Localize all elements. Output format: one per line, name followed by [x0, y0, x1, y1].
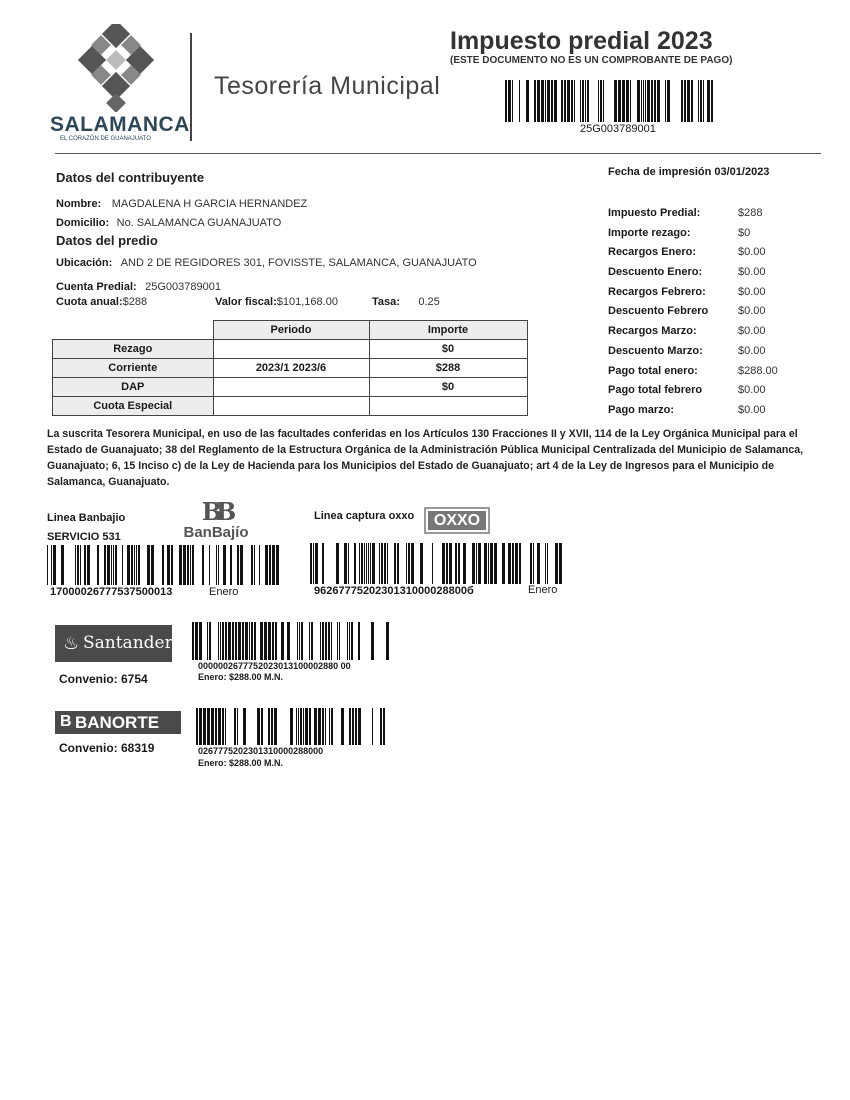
summary-label: Recargos Enero: — [608, 246, 697, 259]
payment-summary — [608, 207, 778, 424]
banbajio-line-label: Linea Banbajio — [47, 512, 126, 524]
row-label: Rezago — [53, 340, 214, 359]
document-barcode-number: 25G003789001 — [580, 123, 656, 135]
summary-row — [608, 305, 778, 325]
row-period — [213, 397, 369, 416]
summary-label: Pago total febrero — [608, 384, 703, 397]
summary-label: Pago marzo: — [608, 403, 675, 416]
summary-value: $0.00 — [738, 384, 766, 397]
salamanca-logo-icon — [78, 24, 154, 112]
summary-label: Recargos Marzo: — [608, 325, 697, 338]
oxxo-barcode — [310, 543, 562, 584]
row-amount: $0 — [369, 378, 527, 397]
summary-value: $0.00 — [738, 246, 766, 259]
city-name: SALAMANCA — [50, 113, 190, 136]
summary-label: Descuento Enero: — [608, 266, 703, 279]
summary-row — [608, 345, 778, 365]
summary-value: $0 — [738, 226, 751, 239]
santander-logo — [55, 625, 172, 662]
summary-label: Impuesto Predial: — [608, 207, 701, 219]
row-amount: $0 — [369, 340, 527, 359]
santander-amount: Enero: $288.00 M.N. — [198, 672, 284, 682]
header-divider — [190, 33, 192, 141]
santander-number: 0000002677752023013100002880 00 — [198, 661, 351, 671]
oxxo-logo-text: OXXO — [428, 511, 486, 530]
banorte-icon: B — [60, 713, 72, 730]
summary-label: Pago total enero: — [608, 364, 698, 377]
banbajio-service: SERVICIO 531 — [47, 531, 121, 543]
property-account: 25G003789001 — [145, 281, 221, 293]
row-label: DAP — [53, 378, 214, 397]
summary-row — [608, 286, 778, 306]
summary-row — [608, 207, 778, 227]
amount-header: Importe — [369, 321, 527, 340]
summary-row — [608, 227, 778, 247]
print-date-label: Fecha de impresión — [608, 166, 712, 178]
santander-barcode — [192, 622, 390, 660]
fiscal-value: $101,168.00 — [276, 296, 338, 308]
row-period — [213, 340, 369, 359]
account-label: Cuenta Predial: — [56, 281, 137, 293]
summary-label: Descuento Marzo: — [608, 344, 703, 357]
banorte-convenio: Convenio: 68319 — [59, 741, 155, 755]
row-amount: $288 — [369, 359, 527, 378]
oxxo-number: 9626777520230131000028800б — [314, 585, 474, 597]
banorte-logo-text: BANORTE — [75, 713, 160, 732]
summary-row — [608, 384, 778, 404]
santander-convenio: Convenio: 6754 — [59, 672, 148, 686]
banbajio-month: Enero — [209, 586, 239, 598]
banorte-logo — [55, 711, 181, 734]
summary-value: $288.00 — [738, 364, 778, 377]
row-amount — [369, 397, 527, 416]
summary-row — [608, 246, 778, 266]
summary-row — [608, 365, 778, 385]
fiscal-value-row — [215, 292, 338, 310]
oxxo-month: Enero — [528, 584, 558, 596]
taxpayer-name: MAGDALENA H GARCIA HERNANDEZ — [111, 198, 308, 210]
summary-value: $0.00 — [738, 325, 766, 338]
banbajio-logo — [176, 497, 256, 541]
row-label: Cuota Especial — [53, 397, 214, 416]
summary-value: $0.00 — [738, 305, 766, 318]
row-period — [213, 378, 369, 397]
banbajio-logo-text: BanBajío — [183, 524, 249, 541]
period-table-header — [53, 321, 528, 340]
property-section-title: Datos del predio — [56, 233, 158, 248]
name-label: Nombre: — [56, 198, 102, 210]
period-table — [52, 320, 528, 416]
table-row — [53, 378, 528, 397]
summary-label: Recargos Febrero: — [608, 285, 706, 298]
property-location: AND 2 DE REGIDORES 301, FOVISSTE, SALAMANCA, GUANAJUATO — [120, 257, 477, 269]
summary-label: Importe rezago: — [608, 226, 691, 239]
taxpayer-name-row — [56, 194, 307, 212]
row-label: Corriente — [53, 359, 214, 378]
annual-fee-row — [56, 292, 147, 310]
summary-value: $0.00 — [738, 344, 766, 357]
document-barcode — [505, 80, 720, 122]
annual-fee-label: Cuota anual: — [56, 296, 123, 308]
rate-row — [372, 292, 440, 310]
legal-text: La suscrita Tesorera Municipal, en uso de las facultades conferidas en los Artículos 130 Fracciones II y XVII, 114 de la Ley Orgánica Municipal para el Estado de Guanajuato; 38 del Reglamento de la Estructura Orgánica de la Administración Pública Municipal Centralizada del Municipio de Salamanca, Guanajuato; 6, 15 Inciso c) de la Ley de Hacienda para los Municipios del Estado de Guanajuato; art 4 de la Ley de Ingresos para el Municipio de Salamanca, Guanajuato. — [47, 428, 804, 488]
summary-label: Descuento Febrero — [608, 305, 709, 318]
rate-value: 0.25 — [418, 296, 440, 308]
period-header: Periodo — [213, 321, 369, 340]
document-subtitle: (ESTE DOCUMENTO NO ES UN COMPROBANTE DE PAGO) — [450, 55, 733, 66]
summary-value: $0.00 — [738, 266, 766, 279]
city-tagline: EL CORAZÓN DE GUANAJUATO — [60, 136, 151, 142]
banbajio-icon: BB — [201, 497, 231, 526]
office-title: Tesorería Municipal — [214, 72, 441, 100]
banorte-amount: Enero: $288.00 M.N. — [198, 758, 284, 768]
santander-logo-text: Santander — [83, 633, 173, 653]
table-corner — [53, 321, 214, 340]
print-date-value: 03/01/2023 — [714, 166, 770, 178]
table-row — [53, 397, 528, 416]
rate-label: Tasa: — [372, 296, 400, 308]
property-location-row — [56, 253, 477, 271]
table-row — [53, 340, 528, 359]
address-label: Domicilio: — [56, 217, 110, 229]
print-date — [608, 166, 769, 178]
summary-row — [608, 266, 778, 286]
fiscal-value-label: Valor fiscal: — [215, 296, 277, 308]
location-label: Ubicación: — [56, 257, 113, 269]
banorte-number: 0267775202301310000288000 — [198, 746, 324, 756]
oxxo-logo — [424, 507, 490, 534]
summary-row — [608, 325, 778, 345]
summary-value: $288 — [738, 207, 763, 219]
header-rule — [55, 153, 821, 154]
oxxo-line-label: Linea captura oxxo — [314, 510, 415, 522]
document-title: Impuesto predial 2023 — [450, 27, 713, 55]
banbajio-number: 17000026777537500013 — [50, 586, 173, 598]
row-period: 2023/1 2023/6 — [213, 359, 369, 378]
taxpayer-address: No. SALAMANCA GUANAJUATO — [116, 217, 282, 229]
annual-fee: $288 — [122, 296, 148, 308]
taxpayer-section-title: Datos del contribuyente — [56, 170, 205, 185]
summary-value: $0.00 — [738, 403, 766, 416]
taxpayer-address-row — [56, 213, 281, 231]
summary-value: $0.00 — [738, 285, 766, 298]
banorte-barcode — [192, 708, 390, 745]
santander-flame-icon: ♨ — [63, 633, 80, 653]
summary-row — [608, 404, 778, 424]
table-row — [53, 359, 528, 378]
banbajio-barcode — [47, 545, 282, 585]
